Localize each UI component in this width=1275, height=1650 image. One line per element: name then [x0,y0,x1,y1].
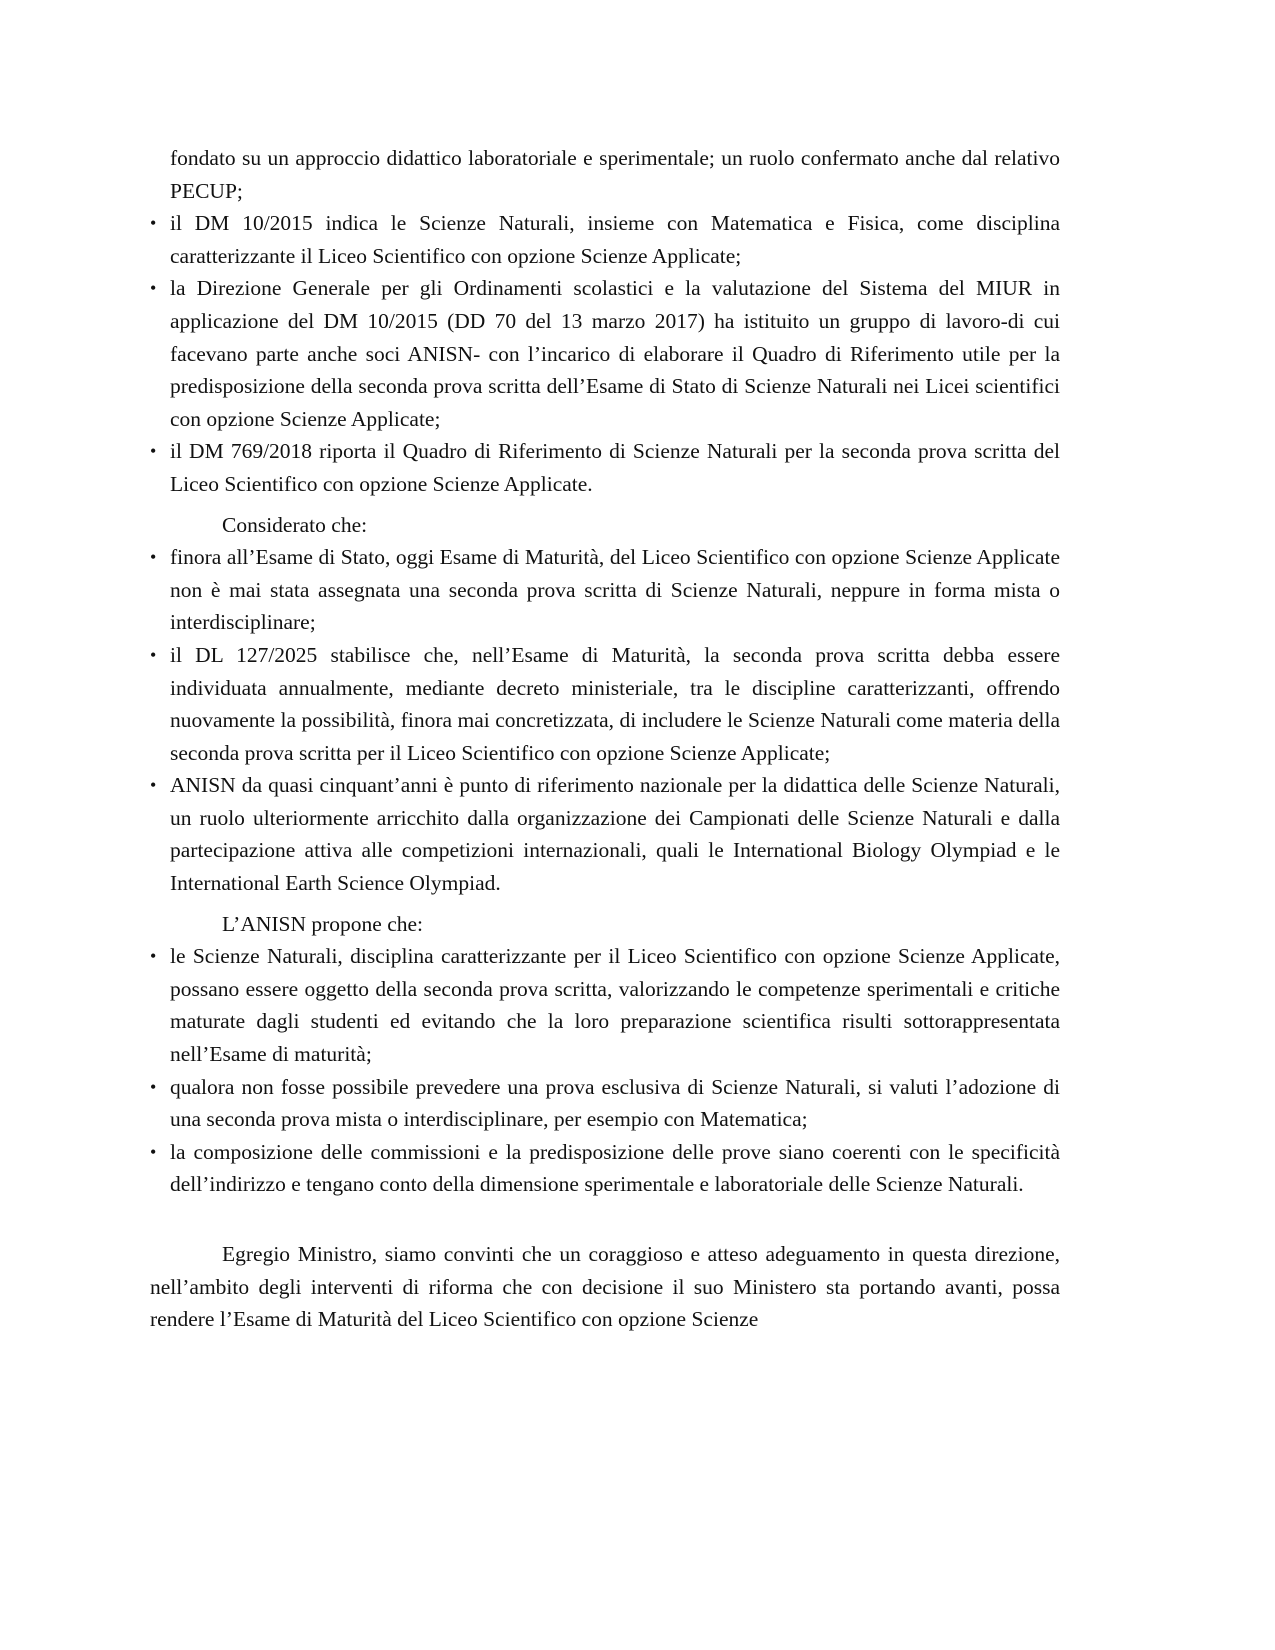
list-item: • il DM 769/2018 riporta il Quadro di Riferimento di Scienze Naturali per la seconda prova scritta del Liceo Scientifico con opzione Scienze Applicate. [150,435,1060,500]
list-item: • il DL 127/2025 stabilisce che, nell’Esame di Maturità, la seconda prova scritta debba essere individuata annualmente, mediante decreto ministeriale, tra le discipline caratterizzanti, offrendo nuovamente la possibilità, finora mai concretizzata, di includere le Scienze Naturali come materia della seconda prova scritta per il Liceo Scientifico con opzione Scienze Applicate; [150,639,1060,769]
list-item: • le Scienze Naturali, disciplina caratterizzante per il Liceo Scientifico con opzione Scienze Applicate, possano essere oggetto della seconda prova scritta, valorizzando le competenze sperimentali e critiche maturate dagli studenti ed evitando che la loro preparazione scientifica risulti sottorappresentata nell’Esame di maturità; [150,940,1060,1070]
bullet-icon: • [150,775,157,796]
bullet-icon: • [150,441,157,462]
bullet-icon: • [150,213,157,234]
considerato-list [150,541,1060,900]
proposals-heading: L’ANISN propone che: [222,911,424,936]
bullet-icon: • [150,644,157,665]
premises-list [150,207,1060,500]
list-item: • ANISN da quasi cinquant’anni è punto di riferimento nazionale per la didattica delle Scienze Naturali, un ruolo ulteriormente arricchito dalla organizzazione dei Campionati delle Scienze Naturali e dalla partecipazione attiva alle competizioni internazionali, quali le International Biology Olympiad e le International Earth Science Olympiad. [150,769,1060,899]
proposals-list [150,940,1060,1201]
bullet-icon: • [150,547,157,568]
bullet-icon: • [150,1076,157,1097]
list-item: • la Direzione Generale per gli Ordinamenti scolastici e la valutazione del Sistema del MIUR in applicazione del DM 10/2015 (DD 70 del 13 marzo 2017) ha istituito un gruppo di lavoro-di cui facevano parte anche soci ANISN- con l’incarico di elaborare il Quadro di Riferimento utile per la predisposizione della seconda prova scritta dell’Esame di Stato di Scienze Naturali nei Licei scientifici con opzione Scienze Applicate; [150,272,1060,435]
list-item: • il DM 10/2015 indica le Scienze Naturali, insieme con Matematica e Fisica, come disciplina caratterizzante il Liceo Scientifico con opzione Scienze Applicate; [150,207,1060,272]
bullet-icon: • [150,1141,157,1162]
bullet-icon: • [150,946,157,967]
list-item: • la composizione delle commissioni e la predisposizione delle prove siano coerenti con le specificità dell’indirizzo e tengano conto della dimensione sperimentale e laboratoriale delle Scienze Naturali. [150,1136,1060,1201]
letter-page [150,142,1060,1357]
list-item: • finora all’Esame di Stato, oggi Esame di Maturità, del Liceo Scientifico con opzione Scienze Applicate non è mai stata assegnata una seconda prova scritta di Scienze Naturali, neppure in forma mista o interdisciplinare; [150,541,1060,639]
closing-paragraph: Egregio Ministro, siamo convinti che un coraggioso e atteso adeguamento in questa direzione, nell’ambito degli interventi di riforma che con decisione il suo Ministero sta portando avanti, possa rendere l’Esame di Maturità del Liceo Scientifico con opzione Scienze [150,1242,1060,1332]
considerato-heading: Considerato che: [222,512,368,537]
bullet-icon: • [150,278,157,299]
list-item: • qualora non fosse possibile prevedere una prova esclusiva di Scienze Naturali, si valuti l’adozione di una seconda prova mista o interdisciplinare, per esempio con Matematica; [150,1071,1060,1136]
intro-continuation: fondato su un approccio didattico laboratoriale e sperimentale; un ruolo confermato anche dal relativo PECUP; [170,146,1060,203]
